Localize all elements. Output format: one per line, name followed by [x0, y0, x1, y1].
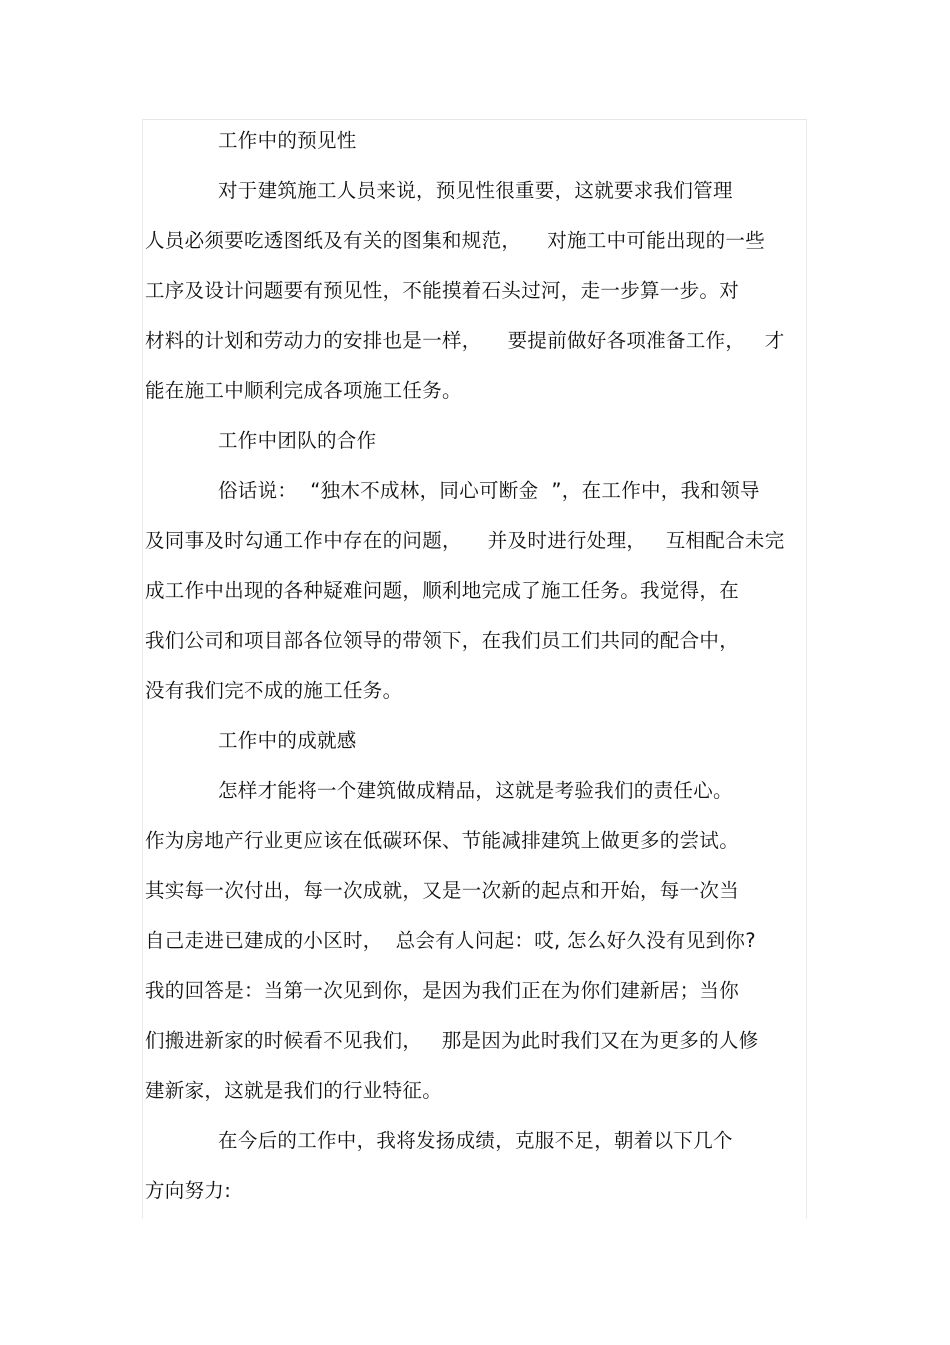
text-line: 方向努力: — [145, 1179, 232, 1202]
text-line: 对于建筑施工人员来说，预见性很重要，这就要求我们管理 — [218, 179, 733, 202]
text-line: 我们公司和项目部各位领导的带领下，在我们员工们共同的配合中， — [145, 629, 740, 652]
text-line: 建新家，这就是我们的行业特征。 — [145, 1079, 443, 1102]
text-line: 自己走进已建成的小区时， 总会有人问起：哎, 怎么好久没有见到你? — [145, 929, 756, 952]
text-line: 俗话说： “独木不成林，同心可断金 ”，在工作中，我和领导 — [218, 479, 760, 502]
text-line: 在今后的工作中，我将发扬成绩，克服不足，朝着以下几个 — [218, 1129, 733, 1152]
heading-foresight: 工作中的预见性 — [218, 129, 357, 152]
text-line: 及同事及时勾通工作中存在的问题， 并及时进行处理， 互相配合未完 — [145, 529, 785, 552]
heading-teamwork: 工作中团队的合作 — [218, 429, 377, 452]
text-line: 我的回答是：当第一次见到你，是因为我们正在为你们建新居；当你 — [145, 979, 740, 1002]
text-line: 们搬进新家的时候看不见我们， 那是因为此时我们又在为更多的人修 — [145, 1029, 759, 1052]
text-line: 没有我们完不成的施工任务。 — [145, 679, 403, 702]
heading-achievement: 工作中的成就感 — [218, 729, 357, 752]
text-line: 材料的计划和劳动力的安排也是一样， 要提前做好各项准备工作， 才 — [145, 329, 785, 352]
text-line: 工序及设计问题要有预见性，不能摸着石头过河，走一步算一步。对 — [145, 279, 740, 302]
text-line: 作为房地产行业更应该在低碳环保、节能减排建筑上做更多的尝试。 — [145, 829, 740, 852]
text-line: 能在施工中顺利完成各项施工任务。 — [145, 379, 462, 402]
text-line: 怎样才能将一个建筑做成精品，这就是考验我们的责任心。 — [218, 779, 733, 802]
text-line: 成工作中出现的各种疑难问题，顺利地完成了施工任务。我觉得，在 — [145, 579, 740, 602]
text-line: 其实每一次付出，每一次成就，又是一次新的起点和开始，每一次当 — [145, 879, 740, 902]
text-line: 人员必须要吃透图纸及有关的图集和规范， 对施工中可能出现的一些 — [145, 229, 765, 252]
